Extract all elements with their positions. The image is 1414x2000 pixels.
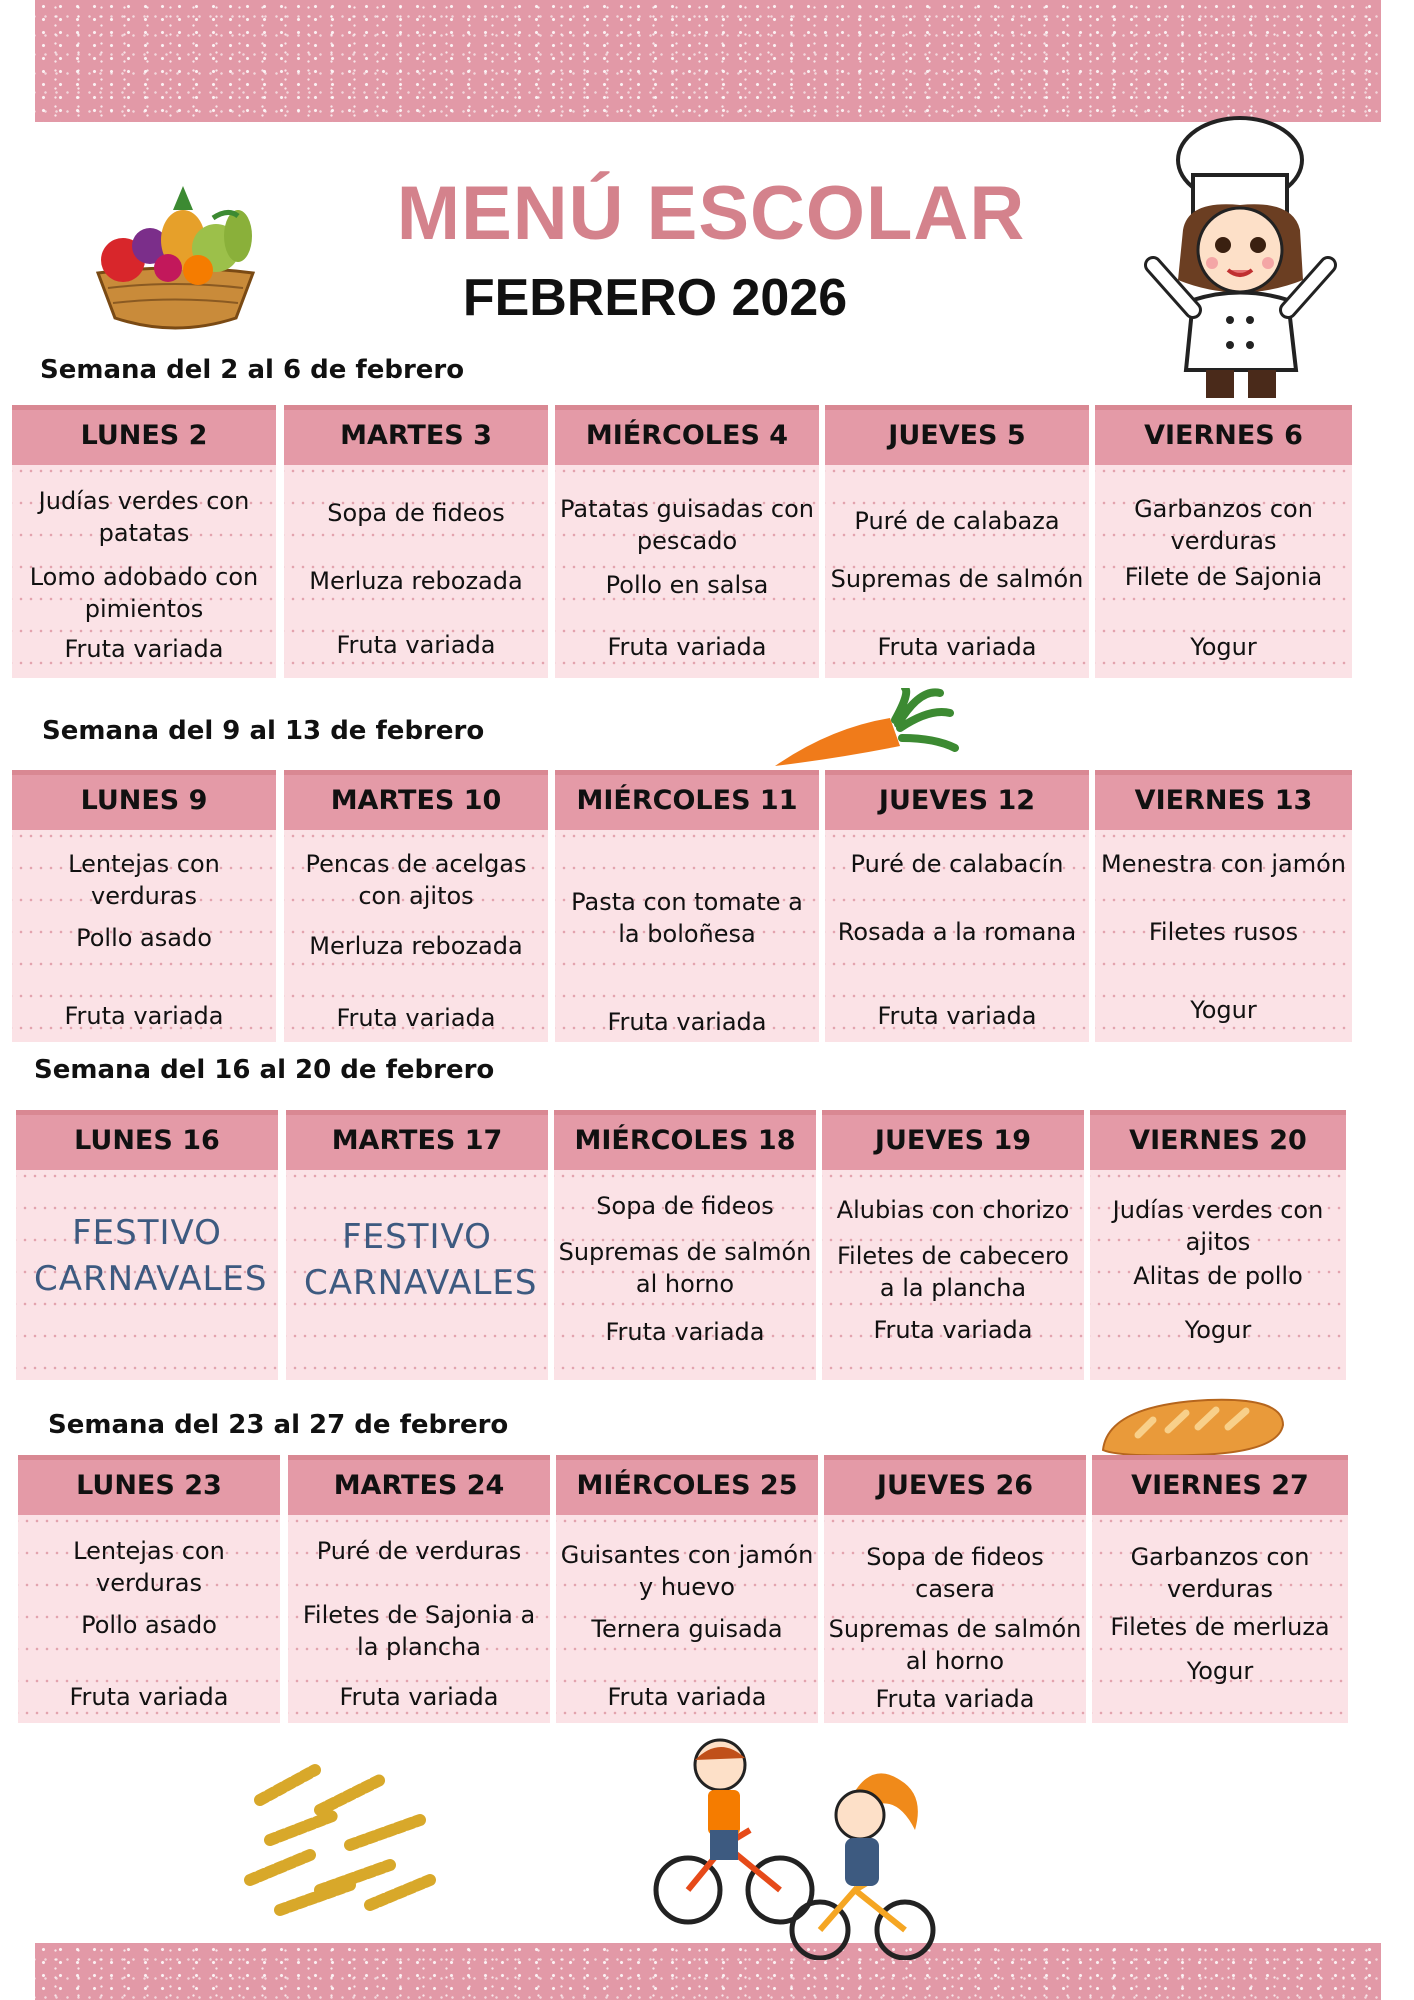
day-column: [286, 1110, 548, 1380]
page-subtitle: FEBRERO 2026: [462, 269, 848, 327]
carrot-icon: [770, 688, 960, 768]
day-header: LUNES 2: [12, 405, 276, 465]
dish-second: Supremas de salmón: [830, 565, 1084, 593]
dish-second: Pollo asado: [81, 1611, 217, 1639]
day-column: [12, 405, 276, 678]
dish-second: Pollo en salsa: [605, 571, 769, 599]
day-header: VIERNES 20: [1090, 1110, 1346, 1170]
dish-first: Garbanzos con verduras: [1130, 1543, 1310, 1603]
day-header: JUEVES 12: [825, 770, 1089, 830]
day-header: MARTES 10: [284, 770, 548, 830]
dish-dessert: Fruta variada: [69, 1683, 229, 1711]
fruit-basket-icon: [88, 178, 263, 333]
dish-dessert: Fruta variada: [64, 635, 224, 663]
day-column: [16, 1110, 278, 1380]
dish-dessert: Fruta variada: [339, 1683, 499, 1711]
dish-second: Rosada a la romana: [837, 918, 1077, 946]
day-header: MARTES 17: [286, 1110, 548, 1170]
day-header: VIERNES 13: [1095, 770, 1352, 830]
dish-dessert: Yogur: [1190, 633, 1257, 661]
dish-dessert: Yogur: [1186, 1657, 1254, 1685]
week-2-label: Semana del 9 al 13 de febrero: [42, 716, 485, 746]
day-header: MARTES 24: [288, 1455, 550, 1515]
dish-dessert: Fruta variada: [336, 631, 496, 659]
dish-first: Puré de calabacín: [850, 850, 1064, 878]
week-1-label: Semana del 2 al 6 de febrero: [40, 355, 465, 385]
dish-second: Filete de Sajonia: [1124, 563, 1323, 591]
day-header: JUEVES 26: [824, 1455, 1086, 1515]
dish-second: Filetes de Sajonia a la plancha: [302, 1601, 536, 1661]
day-column: [824, 1455, 1086, 1723]
dish-dessert: Fruta variada: [607, 633, 767, 661]
page-title: MENÚ ESCOLAR: [396, 171, 1026, 256]
dish-second: Merluza rebozada: [309, 932, 523, 960]
dish-first: Puré de calabaza: [854, 507, 1060, 535]
dish-first: Lentejas con verduras: [73, 1537, 225, 1597]
dish-dessert: Fruta variada: [607, 1683, 767, 1711]
dish-first: Sopa de fideos: [327, 499, 505, 527]
dish-second: Filetes de merluza: [1110, 1613, 1330, 1641]
day-header: MIÉRCOLES 25: [556, 1455, 818, 1515]
dish-dessert: Yogur: [1184, 1316, 1252, 1344]
dish-second: Supremas de salmón al horno: [558, 1238, 812, 1298]
kids-cycling-icon: [650, 1730, 990, 1960]
dish-dessert: Fruta variada: [336, 1004, 496, 1032]
day-column: [822, 1110, 1084, 1380]
dish-dessert: Fruta variada: [605, 1318, 765, 1346]
day-column: [12, 770, 276, 1042]
dish-second: Alitas de pollo: [1133, 1262, 1303, 1290]
dish-first: Patatas guisadas con pescado: [560, 495, 814, 555]
day-header: MIÉRCOLES 4: [555, 405, 819, 465]
top-decorative-band: [35, 0, 1381, 122]
day-column: [1092, 1455, 1348, 1723]
dish-first: Sopa de fideos casera: [866, 1543, 1044, 1603]
dish-second: Ternera guisada: [591, 1615, 783, 1643]
day-header: LUNES 23: [18, 1455, 280, 1515]
dish-dessert: Fruta variada: [873, 1316, 1033, 1344]
dish-first: Lentejas con verduras: [68, 850, 220, 910]
pasta-icon: [240, 1760, 450, 1920]
day-header: MARTES 3: [284, 405, 548, 465]
week-4-table: [18, 1455, 1348, 1723]
day-header: MIÉRCOLES 11: [555, 770, 819, 830]
day-header: JUEVES 19: [822, 1110, 1084, 1170]
day-column: [555, 405, 819, 678]
dish-second: Supremas de salmón al horno: [828, 1615, 1082, 1675]
dish-second: Filetes de cabecero a la plancha: [837, 1242, 1069, 1302]
dish-first: Puré de verduras: [316, 1537, 522, 1565]
day-column: [284, 405, 548, 678]
day-column: [1095, 405, 1352, 678]
dish-first: Menestra con jamón: [1101, 850, 1346, 878]
day-column: [825, 770, 1089, 1042]
day-header: JUEVES 5: [825, 405, 1089, 465]
day-header: LUNES 9: [12, 770, 276, 830]
dish-dessert: Fruta variada: [607, 1008, 767, 1036]
day-column: [288, 1455, 550, 1723]
day-header: VIERNES 27: [1092, 1455, 1348, 1515]
dish-dessert: Yogur: [1190, 996, 1257, 1024]
dish-first: Alubias con chorizo: [836, 1196, 1070, 1224]
week-1-table: [12, 405, 1352, 678]
day-column: [554, 1110, 816, 1380]
dish-dessert: Fruta variada: [64, 1002, 224, 1030]
day-header: LUNES 16: [16, 1110, 278, 1170]
day-column: [556, 1455, 818, 1723]
week-4-label: Semana del 23 al 27 de febrero: [48, 1410, 509, 1440]
day-column: [555, 770, 819, 1042]
holiday-label: FESTIVO CARNAVALES: [34, 1213, 268, 1299]
dish-dessert: Fruta variada: [875, 1685, 1035, 1713]
dish-dessert: Fruta variada: [877, 1002, 1037, 1030]
dish-first: Pasta con tomate a la boloñesa: [571, 888, 803, 948]
dish-first: Judías verdes con patatas: [38, 487, 250, 547]
dish-second: Lomo adobado con pimientos: [29, 563, 259, 623]
dish-first: Judías verdes con ajitos: [1112, 1196, 1324, 1256]
day-column: [1095, 770, 1352, 1042]
dish-second: Filetes rusos: [1148, 918, 1299, 946]
day-header: MIÉRCOLES 18: [554, 1110, 816, 1170]
chef-icon: [1138, 105, 1348, 405]
dish-second: Pollo asado: [76, 924, 212, 952]
day-column: [825, 405, 1089, 678]
dish-dessert: Fruta variada: [877, 633, 1037, 661]
dish-second: Merluza rebozada: [309, 567, 523, 595]
dish-first: Sopa de fideos: [596, 1192, 774, 1220]
week-3-table: [16, 1110, 1346, 1380]
bread-icon: [1098, 1395, 1288, 1457]
day-column: [1090, 1110, 1346, 1380]
dish-first: Garbanzos con verduras: [1134, 495, 1313, 555]
week-2-table: [12, 770, 1352, 1042]
day-header: VIERNES 6: [1095, 405, 1352, 465]
holiday-label: FESTIVO CARNAVALES: [304, 1217, 538, 1303]
day-column: [18, 1455, 280, 1723]
week-3-label: Semana del 16 al 20 de febrero: [34, 1055, 495, 1085]
day-column: [284, 770, 548, 1042]
dish-first: Guisantes con jamón y huevo: [560, 1541, 814, 1601]
dish-first: Pencas de acelgas con ajitos: [305, 850, 527, 910]
